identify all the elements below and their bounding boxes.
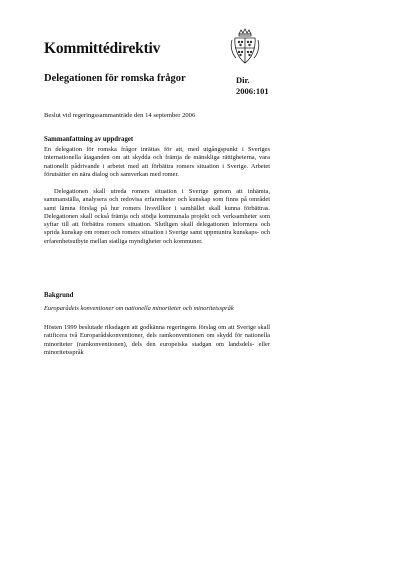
crest-icon: [230, 28, 260, 66]
document-title: Kommittédirektiv: [44, 40, 161, 57]
directive-number: 2006:101: [236, 86, 269, 96]
summary-paragraph-2: Delegationen skall utreda romers situation i Sverige genom att inhämta, sammanställa, analysera och redovisa erfarenheter och kunskap som finns på området samt lämna förslag på hur romers livsvillkor i samhället skall kunna förbättras. Delegationen skall också främja och stödja kommunala projekt och verksamheter som syftar till att förbättra romers situation. Slutligen skall delegationen informera och sprida kunskap om romer och romers situation i Sverige samt uppmuntra kunskaps- och erfarenhetsutbyte mellan statliga myndigheter och kommuner.: [44, 188, 270, 245]
summary-paragraph-1: En delegation för romska frågor inrättas för att, med utgångspunkt i Sveriges internationella åtaganden om att skydda och främja de mänskliga rättigheterna, vara nationellt pådrivande i arbetet med att förbättra romers situation i Sverige. Arbetet förutsätter en nära dialog och samverkan med romer.: [44, 146, 270, 178]
background-paragraph: Hösten 1999 beslutade riksdagen att godkänna regeringens förslag om att Sverige skall ratificera två Europarådskonventioner, dels ramkonventionen om skydd för nationella minoriteter (ramkonventionen), dels den europeiska stadgan om landsdels- eller minoritetsspråk: [44, 324, 270, 356]
directive-label: Dir.: [236, 75, 250, 85]
committee-name: Delegationen för romska frågor: [44, 73, 186, 84]
background-subheading: Europarådets konventioner om nationella minoriteter och minoritetsspråk: [44, 305, 234, 312]
summary-heading: Sammanfattning av uppdraget: [44, 136, 134, 143]
decision-line: Beslut vid regeringssammanträde den 14 september 2006: [44, 112, 196, 119]
background-heading: Bakgrund: [44, 292, 74, 299]
